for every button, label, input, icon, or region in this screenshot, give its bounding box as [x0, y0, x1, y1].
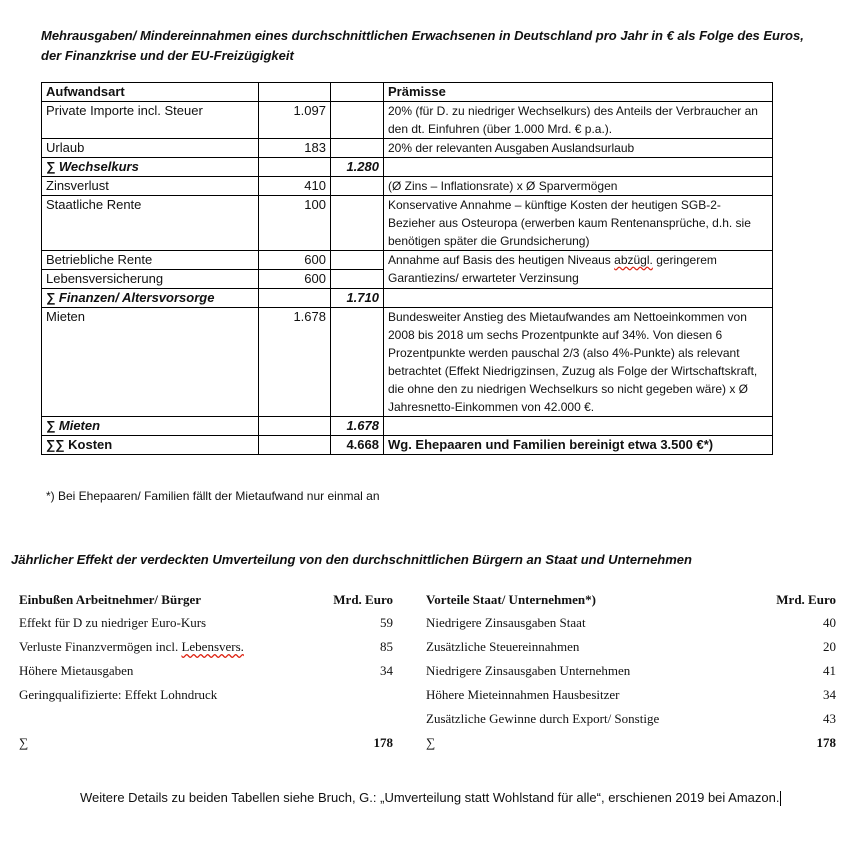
- list-item: Niedrigere Zinsausgaben Staat 40: [426, 615, 836, 630]
- left-summary-table: [19, 590, 393, 760]
- table-row: Mieten 1.678 Bundesweiter Anstieg des Mietaufwandes am Nettoeinkommen von 2008 bis 2018 um sechs Prozentpunkte auf 34%. Von diesen 6 Prozentpunkte werden pauschal 2/3 (also 4%-Punkte) als relevant betrachtet (Effekt Niedrigzinsen, Zuzug als Folge der Wirtschaftskraft, die ohne den zu niedrigen Wechselkurs so nicht gegeben wäre) x Ø Jahresnetto-Einkommen von 42.000 €.: [42, 308, 773, 417]
- list-item: Geringqualifizierte: Effekt Lohndruck: [19, 687, 218, 702]
- header-praemisse: Prämisse: [384, 83, 773, 102]
- spellcheck-word: abzügl.: [614, 253, 653, 267]
- right-header-label: Vorteile Staat/ Unternehmen*): [426, 592, 596, 607]
- subtotal-row: ∑ Finanzen/ Altersvorsorge 1.710: [42, 289, 773, 308]
- table-row: Betriebliche Rente 600 Annahme auf Basis des heutigen Niveaus abzügl. geringerem Garantiezins/ erwarteter Verzinsung: [42, 251, 773, 270]
- right-total-row: [426, 733, 836, 753]
- table-row: Private Importe incl. Steuer 1.097 20% (für D. zu niedriger Wechselkurs) des Anteils der Verbraucher an den dt. Einfuhren (über 1.000 Mrd. € p.a.).: [42, 102, 773, 139]
- footnote: *) Bei Ehepaaren/ Familien fällt der Mietaufwand nur einmal an: [46, 489, 380, 503]
- list-item: Effekt für D zu niedriger Euro-Kurs 59: [19, 615, 393, 630]
- sum-symbol: ∑: [19, 735, 29, 750]
- spellcheck-word: Lebensvers.: [181, 639, 244, 654]
- right-total-value: 178: [816, 735, 836, 750]
- list-item: Zusätzliche Gewinne durch Export/ Sonstige 43: [426, 711, 836, 726]
- table-header-row: [42, 83, 773, 102]
- right-summary-table: [426, 590, 836, 760]
- table-row: Zinsverlust 410 (Ø Zins – Inflationsrate) x Ø Sparvermögen: [42, 177, 773, 196]
- table-row: Lebensversicherung 600: [42, 270, 773, 289]
- text-cursor: [780, 791, 781, 806]
- bottom-note-text: Weitere Details zu beiden Tabellen siehe Bruch, G.: „Umverteilung statt Wohlstand für alle“, erschienen 2019 bei Amazon.: [80, 790, 780, 805]
- list-item: Niedrigere Zinsausgaben Unternehmen 41: [426, 663, 836, 678]
- left-total-row: [19, 733, 393, 753]
- left-header-label: Einbußen Arbeitnehmer/ Bürger: [19, 592, 202, 607]
- document-title: Mehrausgaben/ Mindereinnahmen eines durchschnittlichen Erwachsenen in Deutschland pro Jahr in € als Folge des Euros, der Finanzkrise und der EU-Freizügigkeit: [41, 28, 804, 63]
- section-title: Jährlicher Effekt der verdeckten Umverteilung von den durchschnittlichen Bürgern an Staat und Unternehmen: [11, 552, 692, 567]
- left-unit-label: Mrd. Euro: [333, 592, 393, 607]
- bottom-note[interactable]: [80, 787, 800, 809]
- table-row: Staatliche Rente 100 Konservative Annahme – künftige Kosten der heutigen SGB-2-Bezieher aus Osteuropa (erwerben kaum Rentenansprüche, d.h. sie benötigen später die Grundsicherung): [42, 196, 773, 251]
- right-header-row: [426, 590, 836, 610]
- subtotal-row: ∑ Mieten 1.678: [42, 417, 773, 436]
- table-row: Urlaub 183 20% der relevanten Ausgaben Auslandsurlaub: [42, 139, 773, 158]
- right-unit-label: Mrd. Euro: [776, 592, 836, 607]
- expense-table: [41, 82, 773, 455]
- left-header-row: [19, 590, 393, 610]
- left-total-value: 178: [373, 735, 393, 750]
- list-item: Höhere Mietausgaben 34: [19, 663, 393, 678]
- premise-text-pension: Annahme auf Basis des heutigen Niveaus abzügl. geringerem Garantiezins/ erwarteter Verzinsung: [388, 253, 717, 285]
- label-financial-losses: Verluste Finanzvermögen incl. Lebensvers.: [19, 639, 244, 654]
- list-item: Höhere Mieteinnahmen Hausbesitzer 34: [426, 687, 836, 702]
- header-aufwandsart: Aufwandsart: [42, 83, 259, 102]
- list-item: Verluste Finanzvermögen incl. Lebensvers. 85: [19, 637, 393, 657]
- subtotal-row: ∑ Wechselkurs 1.280: [42, 158, 773, 177]
- premise-cell-pension: [384, 251, 773, 289]
- total-row: ∑∑ Kosten 4.668 Wg. Ehepaaren und Familien bereinigt etwa 3.500 €*): [42, 436, 773, 455]
- list-item: Zusätzliche Steuereinnahmen 20: [426, 639, 836, 654]
- sum-symbol: ∑: [426, 735, 436, 750]
